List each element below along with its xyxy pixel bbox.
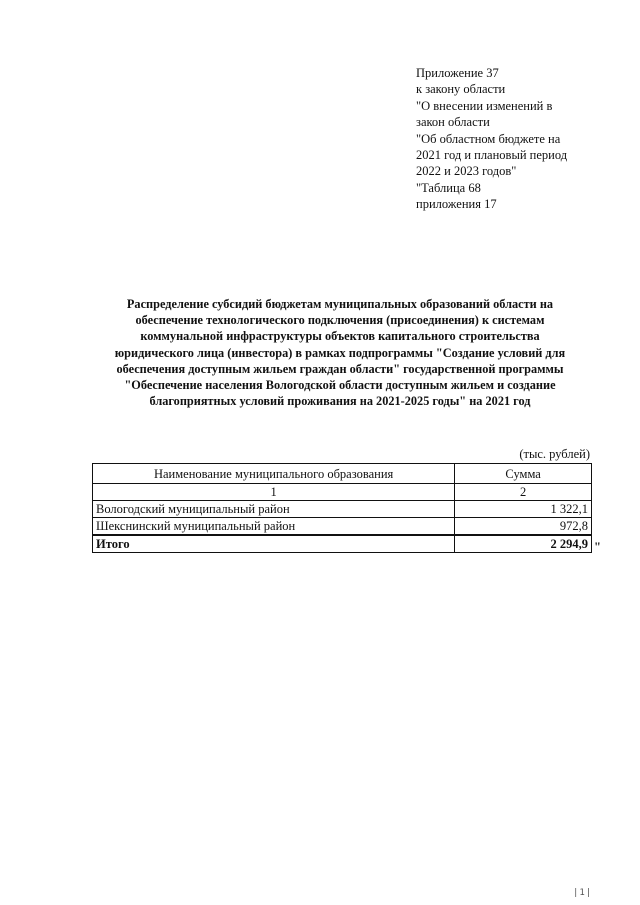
title-line: коммунальной инфраструктуры объектов капитального строительства bbox=[140, 329, 540, 344]
row-name-cell: Вологодский муниципальный район bbox=[93, 501, 455, 518]
units-label: (тыс. рублей) bbox=[519, 447, 590, 461]
title-line: обеспечения доступным жильем граждан области" государственной программы bbox=[116, 361, 564, 376]
column-number-row bbox=[93, 484, 592, 501]
table-row bbox=[93, 501, 592, 518]
annex-line: к закону области bbox=[416, 82, 506, 97]
column-number-cell: 1 bbox=[93, 484, 455, 501]
annex-block bbox=[416, 65, 616, 213]
header-name-cell: Наименование муниципального образования bbox=[93, 464, 455, 484]
annex-line: закон области bbox=[416, 115, 490, 130]
column-number-cell: 2 bbox=[455, 484, 592, 501]
total-amount-cell: 2 294,9 bbox=[455, 535, 592, 553]
annex-line: Приложение 37 bbox=[416, 66, 499, 80]
title-line: Распределение субсидий бюджетам муниципальных образований области на bbox=[126, 297, 554, 311]
total-row bbox=[93, 535, 592, 553]
header-amount-cell: Сумма bbox=[455, 464, 592, 484]
total-label-cell: Итого bbox=[93, 535, 455, 553]
subsidy-table bbox=[92, 463, 592, 553]
annex-line: приложения 17 bbox=[416, 197, 497, 212]
title-line: "Обеспечение населения Вологодской области доступным жильем и создание bbox=[124, 378, 556, 393]
table-row bbox=[93, 518, 592, 536]
title-line: благоприятных условий проживания на 2021-2025 годы" на 2021 год bbox=[149, 394, 531, 409]
title-line: обеспечение технологического подключения (присоединения) к системам bbox=[135, 313, 545, 328]
annex-line: 2022 и 2023 годов" bbox=[416, 164, 517, 179]
row-name-cell: Шекснинский муниципальный район bbox=[93, 518, 455, 536]
row-amount-cell: 972,8 bbox=[455, 518, 592, 536]
closing-quote: " bbox=[594, 540, 601, 554]
annex-line: 2021 год и плановый период bbox=[416, 148, 568, 163]
annex-line: "Об областном бюджете на bbox=[416, 131, 561, 146]
document-title bbox=[100, 296, 580, 409]
title-line: юридического лица (инвестора) в рамках подпрограммы "Создание условий для bbox=[114, 345, 566, 360]
annex-line: "О внесении изменений в bbox=[416, 98, 553, 113]
page-mark: |1| bbox=[573, 888, 593, 898]
annex-line: "Таблица 68 bbox=[416, 180, 481, 195]
row-amount-cell: 1 322,1 bbox=[455, 501, 592, 518]
table-header-row bbox=[93, 464, 592, 484]
